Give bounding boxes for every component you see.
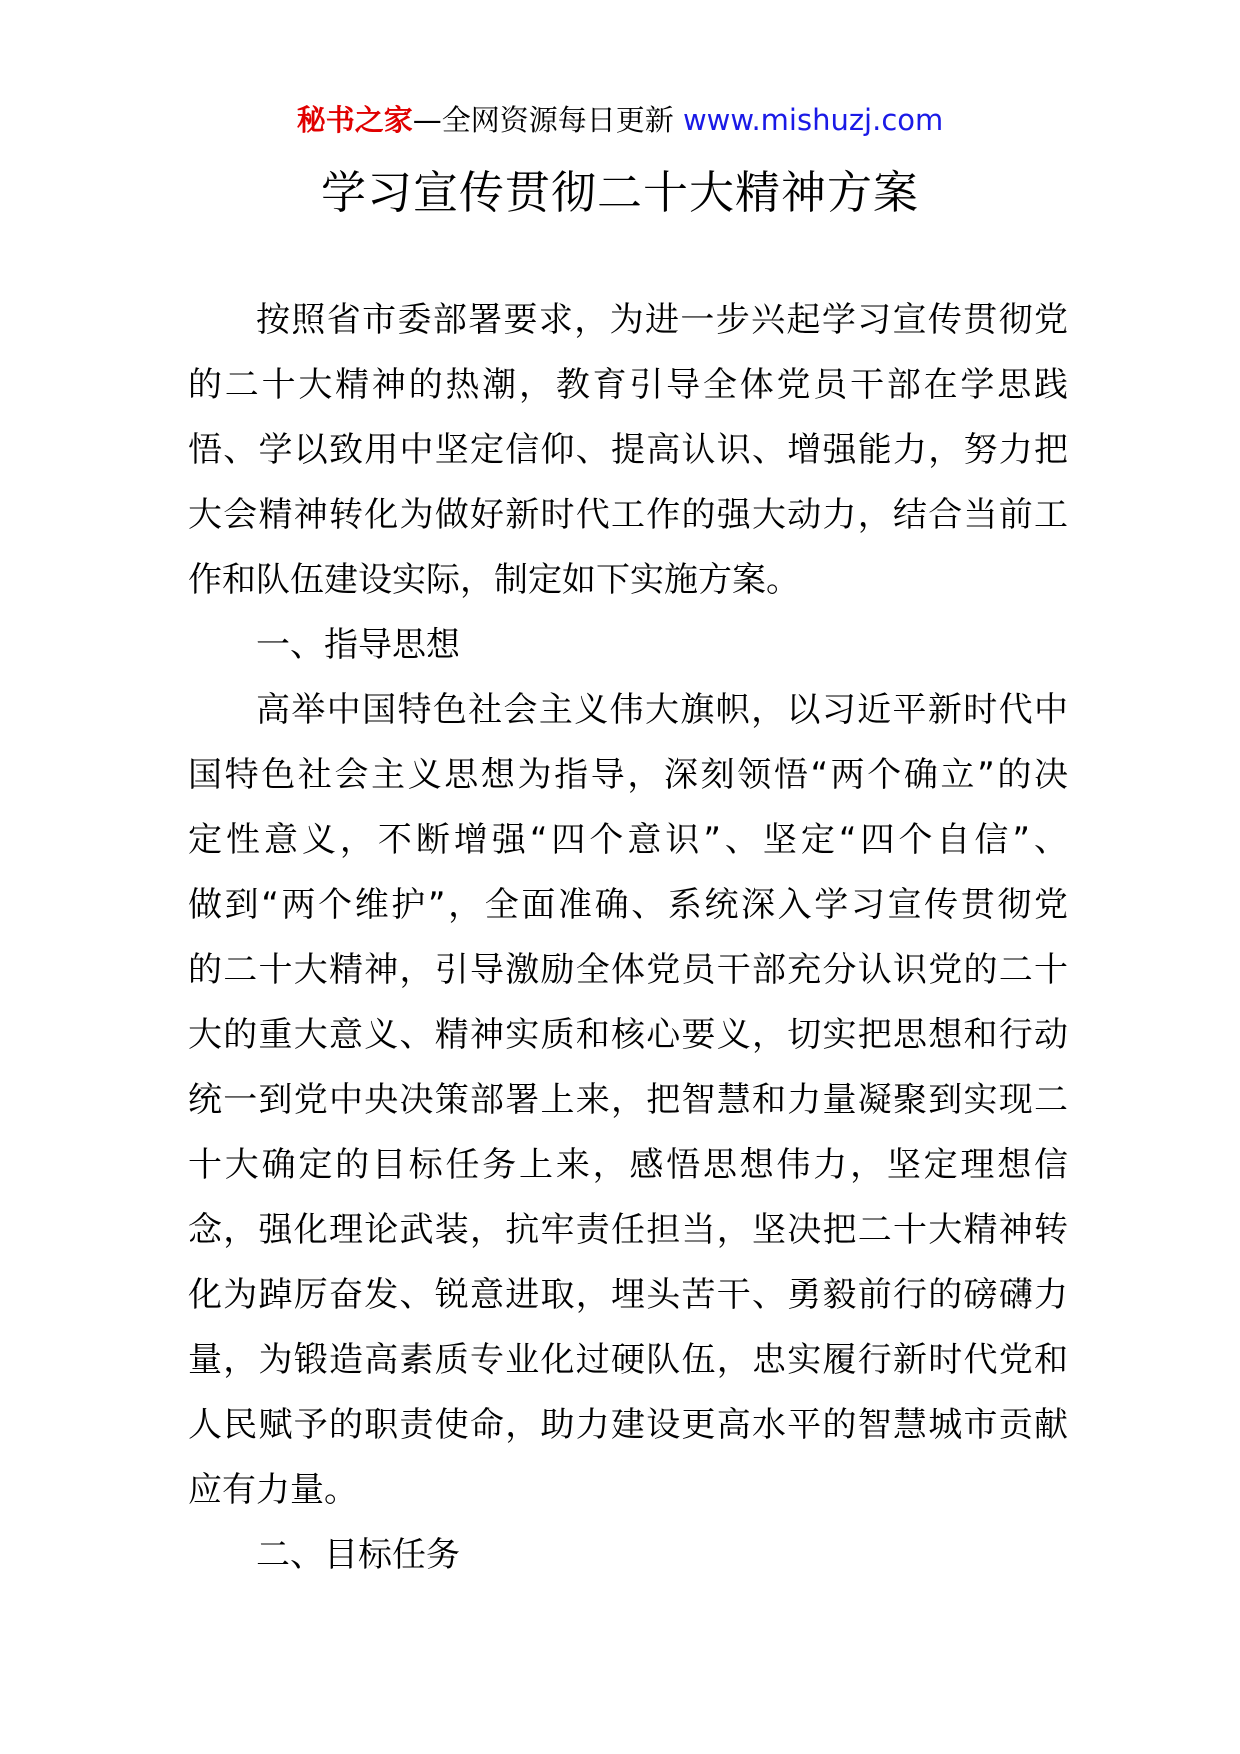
document-body [188,288,1068,1588]
paragraph-line: 的二十大精神的热潮，教育引导全体党员干部在学思践 [188,365,1068,405]
paragraph-line: 量，为锻造高素质专业化过硬队伍，忠实履行新时代党和 [188,1340,1068,1380]
paragraph-line: 作和队伍建设实际，制定如下实施方案。 [188,560,800,600]
paragraph-line: 应有力量。 [188,1470,358,1510]
site-url-link[interactable]: www.mishuzj.com [682,103,944,137]
section-heading-goals-tasks: 二、目标任务 [256,1535,460,1575]
intro-paragraph [188,288,1068,613]
site-brand: 秘书之家 [296,103,413,137]
paragraph-line: 按照省市委部署要求，为进一步兴起学习宣传贯彻党 [256,300,1068,340]
paragraph-line: 人民赋予的职责使命，助力建设更高水平的智慧城市贡献 [188,1405,1068,1445]
paragraph-line: 化为踔厉奋发、锐意进取，埋头苦干、勇毅前行的磅礴力 [188,1275,1068,1315]
paragraph-line: 念，强化理论武装，抗牢责任担当，坚决把二十大精神转 [188,1210,1068,1250]
paragraph-line: 高举中国特色社会主义伟大旗帜，以习近平新时代中 [256,690,1068,730]
section-heading-guiding-ideology: 一、指导思想 [256,625,460,665]
document-title: 学习宣传贯彻二十大精神方案 [320,166,919,219]
paragraph-line: 大的重大意义、精神实质和核心要义，切实把思想和行动 [188,1015,1068,1055]
paragraph-line: 悟、学以致用中坚定信仰、提高认识、增强能力，努力把 [188,430,1068,470]
paragraph-line: 统一到党中央决策部署上来，把智慧和力量凝聚到实现二 [188,1080,1068,1120]
site-tagline: —全网资源每日更新 [412,103,683,137]
guiding-ideology-paragraph [188,678,1068,1523]
paragraph-line: 做到“两个维护”，全面准确、系统深入学习宣传贯彻党 [188,885,1068,925]
site-header [0,100,1240,140]
paragraph-line: 国特色社会主义思想为指导，深刻领悟“两个确立”的决 [188,755,1068,795]
paragraph-line: 大会精神转化为做好新时代工作的强大动力，结合当前工 [188,495,1068,535]
paragraph-line: 定性意义，不断增强“四个意识”、坚定“四个自信”、 [188,820,1068,860]
paragraph-line: 十大确定的目标任务上来，感悟思想伟力，坚定理想信 [188,1145,1068,1185]
paragraph-line: 的二十大精神，引导激励全体党员干部充分认识党的二十 [188,950,1068,990]
